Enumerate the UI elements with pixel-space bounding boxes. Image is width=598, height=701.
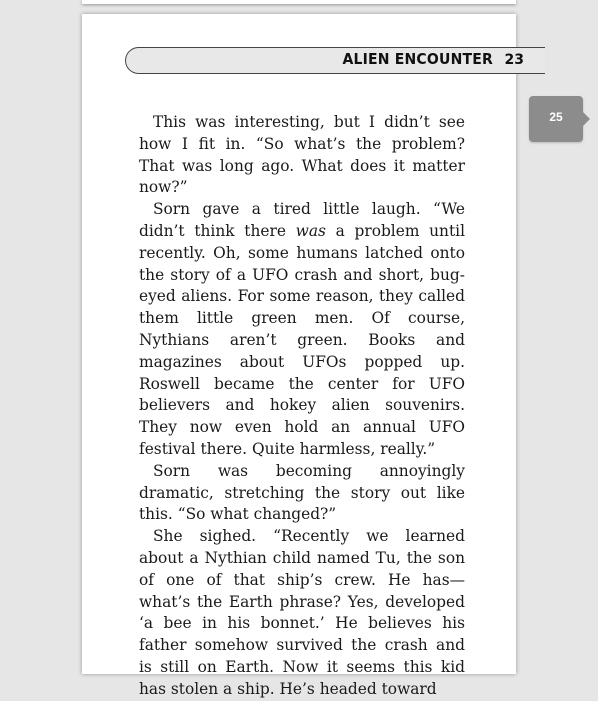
paragraph-2-emphasis: was [295, 221, 326, 240]
paragraph-2-text-a: Sorn gave a tired little laugh. “We didn’t think there [139, 200, 465, 240]
paragraph-1: This was interesting, but I didn’t see how I fit in. “So what’s the problem? That was long ago. What does it matter now?” [139, 113, 465, 197]
paragraph-2-text-b: a problem until recently. Oh, some humans latched onto the story of a UFO crash and short, bug-eyed aliens. For some reason, they called them little green men. Of course, Nythians aren’t green. Books and magazines about UFOs popped up. Roswell became the center for UFO believers and hokey alien souvenirs. They now even hold an annual UFO festival there. Quite harmless, really.” [139, 221, 465, 458]
running-head-page-number: 23 [504, 52, 524, 68]
paragraph-4: She sighed. “Recently we learned about a Nythian child named Tu, the son of one of that ship’s crew. He has—what’s the Earth phrase? Yes, developed ‘a bee in his bonnet.’ He believes his father somehow survived the crash and is still on Earth. Now it seems this kid has stolen a ship. He’s headed toward [139, 527, 465, 698]
paragraph-3: Sorn was becoming annoyingly dramatic, stretching the story out like this. “So what changed?” [139, 461, 465, 524]
page-number-tab-label: 25 [549, 110, 563, 124]
previous-page-edge [82, 0, 516, 4]
running-head-bar [125, 47, 545, 74]
running-head-title: ALIEN ENCOUNTER [342, 51, 493, 69]
book-page [82, 14, 524, 698]
page-number-tab[interactable] [529, 96, 583, 142]
paragraph-2 [139, 199, 465, 461]
page-body-text [139, 112, 465, 701]
